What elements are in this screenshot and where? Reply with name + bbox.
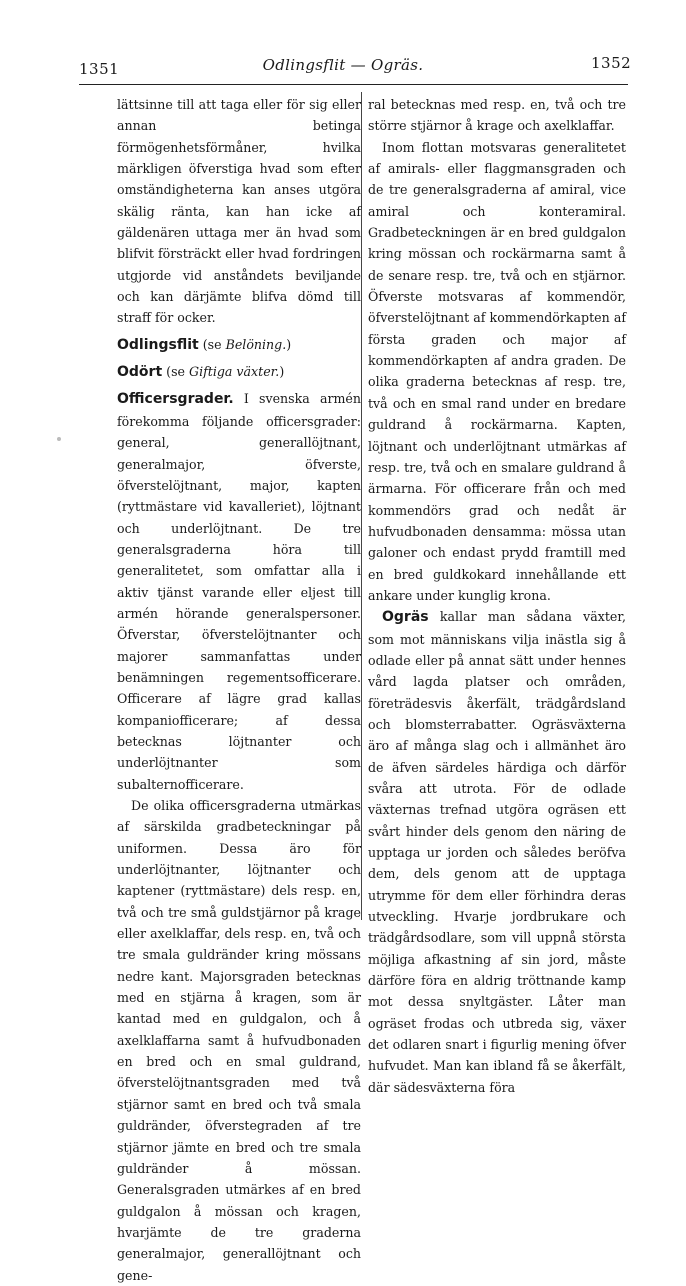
ref-suffix: ) [279, 364, 285, 380]
page-number-left: 1351 [79, 60, 120, 78]
continuation-text: lättsinne till att taga eller för sig eller annan betinga förmögenhetsförmåner, hvilka märkligen öfverstiga hvad som efter omständigheterna kan anses utgöra skälig ränta, kan han icke af gäldenären uttaga mer än hvad som blifvit försträckt eller hvad fordringen utgjorde vid anståndets beviljande och kan därjämte blifva dömd till straff för ocker. [117, 97, 361, 326]
entry-paragraph: Inom flottan motsvaras generalitetet af amirals- eller flaggmansgraden och de tre generalsgraderna af amiral, vice amiral och konteramiral. Gradbeteckningen är en bred guldgalon kring mössan och rockärmarna samt å de senare resp. tre, två och en stjärnor. Öfverste motsvaras af kommendör, öfverstelöjtnant af kommendörkapten af första graden och major af kommendörkapten af andra graden. De olika graderna betecknas af resp. tre, två och en smal rand under en bredare guldrand å rockärmarna. Kapten, löjtnant och underlöjtnant utmärkas af resp. tre, två och en smalare guldrand å ärmarna. För officerare från och med kommendörs grad och nedåt är hufvudbonaden densamma: mössa utan galoner och endast prydd framtill med en bred guldkokard innehållande ett ankare under kunglig krona. [368, 139, 626, 603]
page-number-right: 1352 [591, 54, 632, 72]
right-column [368, 94, 626, 1098]
headword: Ogräs [382, 609, 429, 626]
entry-text: kallar man sådana växter, som mot människans vilja inästla sig å odlade eller på annat sätt under hennes vård lagda platser och områden, företrädesvis åkerfält, trädgårdsland och blomsterrabatter. Ogräsväxterna äro af många slag och i allmänhet äro de äfven särdeles härdiga och därför svåra att utrota. För de odlade växternas trefnad utgöra ogräsen ett svårt hinder dels genom den näring de upptaga ur jorden och således beröfva dem, dels genom att de upptaga utrymme för dem eller förhindra deras utveckling. Hvarje jordbrukare och trädgårdsodlare, som vill uppnå största möjliga afkastning af sin jord, måste därföre föra en aldrig tröttnande kamp mot dessa snyltgäster. Låter man ogräset frodas och utbreda sig, växer det odlaren snart i figurlig mening öfver hufvudet. Man kan ibland få se åkerfält, där sädesväxterna föra [368, 609, 626, 1095]
entry-odlingsflit [117, 334, 361, 356]
page-header [0, 0, 686, 90]
headword: Odört [117, 364, 163, 381]
cross-reference: Giftiga växter. [189, 364, 280, 380]
ref-prefix: (se [166, 364, 185, 380]
ref-suffix: ) [286, 336, 292, 352]
entry-odort [117, 361, 361, 383]
headword: Odlingsflit [117, 336, 199, 353]
continuation-text: ral betecknas med resp. en, två och tre större stjärnor å krage och axelklaffar. [368, 97, 626, 134]
cross-reference: Belöning. [225, 336, 287, 352]
header-rule [79, 84, 628, 85]
column-divider [361, 92, 362, 920]
entry-officersgrader [117, 388, 361, 795]
left-column [117, 94, 361, 1286]
ref-prefix: (se [202, 336, 222, 352]
entry-text: I svenska armén förekomma följande officersgrader: general, generallöjtnant, generalmajor, öfverste, öfverstelöjtnant, major, kapten (ryttmästare vid kavalleriet), löjtnant och underlöjtnant. De tre generalsgraderna höra till generalitetet, som omfattar alla i aktiv tjänst varande eller eljest till armén hörande generalspersoner. Öfverstar, öfverstelöjtnanter och majorer sammanfattas under benämningen regementsofficerare. Officerare af lägre grad kallas kompaniofficerare; af dessa betecknas löjtnanter och underlöjtnanter som subalternofficerare. [117, 391, 361, 792]
entry-ogras [368, 606, 626, 1098]
entry-paragraph: De olika officersgraderna utmärkas af särskilda gradbeteckningar på uniformen. Dessa äro för underlöjtnanter, löjtnanter och kaptener (ryttmästare) dels resp. en, två och tre små guldstjärnor på krage eller axelklaffar, dels resp. en, två och tre smala guldränder kring mössans nedre kant. Majorsgraden betecknas med en stjärna å kragen, som är kantad med en guldgalon, och å axelklaffarna samt å hufvudbonaden en bred och en smal guldrand, öfverstelöjtnantsgraden med två stjärnor samt en bred och två smala guldränder, öfverstegraden af tre stjärnor jämte en bred och tre smala guldränder å mössan. Generalsgraden utmärkes af en bred guldgalon å mössan och kragen, hvarjämte de tre graderna generalmajor, generallöjtnant och gene- [117, 798, 361, 1283]
running-title: Odlingsflit — Ogräs. [262, 56, 424, 74]
margin-speck [57, 437, 61, 441]
headword: Officersgrader. [117, 391, 234, 408]
